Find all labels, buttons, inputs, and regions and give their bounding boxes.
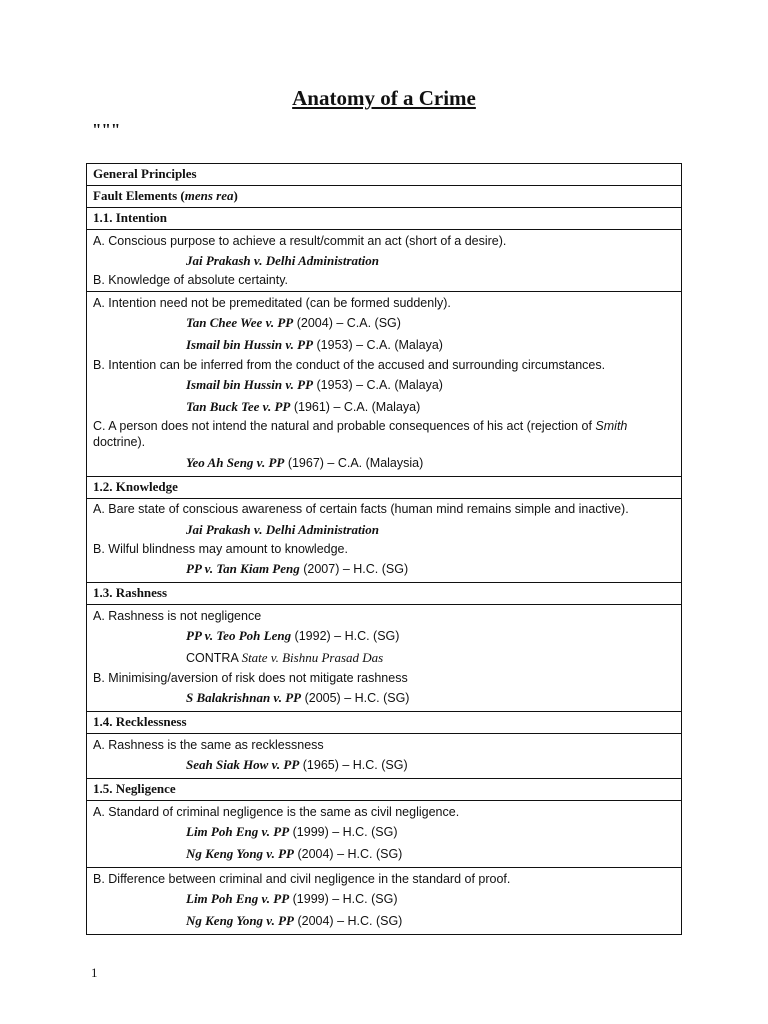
recklessness-block <box>87 734 682 779</box>
table-row <box>87 583 682 605</box>
principle-text: doctrine). <box>93 435 146 449</box>
case-name: Tan Chee Wee v. PP <box>186 315 294 330</box>
contra-citation <box>93 647 675 669</box>
principle-line: A. Conscious purpose to achieve a result/commit an act (short of a desire). <box>93 234 507 248</box>
principle-text: C. A person does not intend the natural and probable consequences of his act (rejection of <box>93 419 596 433</box>
case-citation <box>93 821 675 843</box>
case-name: Jai Prakash v. Delhi Administration <box>186 253 379 268</box>
principles-table <box>86 163 682 935</box>
smith-doctrine-text: Smith <box>595 419 628 433</box>
knowledge-block <box>87 499 682 583</box>
case-name: Ismail bin Hussin v. PP <box>186 337 314 352</box>
principle-line: B. Minimising/aversion of risk does not mitigate rashness <box>93 671 408 685</box>
document-title: Anatomy of a Crime <box>292 86 476 110</box>
mens-rea-text: mens rea <box>184 188 234 203</box>
case-citation <box>93 519 675 540</box>
case-name: State v. Bishnu Prasad Das <box>241 650 384 665</box>
case-name: PP v. Teo Poh Leng <box>186 628 292 643</box>
table-row <box>87 868 682 935</box>
table-row <box>87 712 682 734</box>
case-citation <box>93 374 675 396</box>
table-row <box>87 801 682 868</box>
case-citation <box>93 558 675 580</box>
case-name: Lim Poh Eng v. PP <box>186 891 290 906</box>
case-reference: (1953) – C.A. (Malaya) <box>313 378 443 392</box>
page-number: 1 <box>91 965 98 980</box>
table-row <box>87 477 682 499</box>
table-row <box>87 605 682 712</box>
table-row <box>87 186 682 208</box>
case-name: Tan Buck Tee v. PP <box>186 399 291 414</box>
case-name: Ng Keng Yong v. PP <box>186 846 294 861</box>
principle-line: B. Wilful blindness may amount to knowledge. <box>93 542 348 556</box>
negligence-block-1 <box>87 801 682 868</box>
table-row <box>87 779 682 801</box>
principle-line: A. Bare state of conscious awareness of certain facts (human mind remains simple and inactive). <box>93 502 629 516</box>
case-name: Yeo Ah Seng v. PP <box>186 455 285 470</box>
case-name: PP v. Tan Kiam Peng <box>186 561 300 576</box>
case-citation <box>93 334 675 356</box>
case-reference: (1999) – H.C. (SG) <box>289 892 398 906</box>
contra-label: CONTRA <box>186 651 242 665</box>
table-row <box>87 292 682 477</box>
case-reference: (1961) – C.A. (Malaya) <box>290 400 421 414</box>
negligence-heading: 1.5. Negligence <box>87 779 682 801</box>
principle-line: A. Intention need not be premeditated (can be formed suddenly). <box>93 296 451 310</box>
intention-heading: 1.1. Intention <box>87 208 682 230</box>
case-reference: (1967) – C.A. (Malaysia) <box>284 456 424 470</box>
table-row <box>87 164 682 186</box>
intention-block-1 <box>87 230 682 292</box>
case-reference: (1999) – H.C. (SG) <box>289 825 398 839</box>
recklessness-heading: 1.4. Recklessness <box>87 712 682 734</box>
case-reference: (2004) – H.C. (SG) <box>293 914 403 928</box>
case-reference: (2007) – H.C. (SG) <box>299 562 409 576</box>
fault-suffix: ) <box>233 188 238 203</box>
principle-line: B. Knowledge of absolute certainty. <box>93 273 289 287</box>
case-citation <box>93 888 675 910</box>
principle-line: B. Intention can be inferred from the conduct of the accused and surrounding circumstances. <box>93 358 606 372</box>
case-name: Ismail bin Hussin v. PP <box>186 377 314 392</box>
case-citation <box>93 625 675 647</box>
fault-prefix: Fault Elements ( <box>93 188 185 203</box>
case-reference: (1953) – C.A. (Malaya) <box>313 338 443 352</box>
case-citation <box>93 250 675 271</box>
case-citation <box>93 754 675 776</box>
case-reference: (2005) – H.C. (SG) <box>301 691 410 705</box>
table-row <box>87 499 682 583</box>
case-reference: (2004) – H.C. (SG) <box>293 847 403 861</box>
rashness-block <box>87 605 682 712</box>
case-citation <box>93 843 675 865</box>
case-citation <box>93 452 675 474</box>
table-row <box>87 208 682 230</box>
principle-line <box>93 418 675 450</box>
case-reference: (1965) – H.C. (SG) <box>299 758 408 772</box>
principle-line: A. Rashness is not negligence <box>93 609 262 623</box>
table-row <box>87 230 682 292</box>
intention-block-2 <box>87 292 682 477</box>
case-name: Seah Siak How v. PP <box>186 757 300 772</box>
rashness-heading: 1.3. Rashness <box>87 583 682 605</box>
case-reference: (1992) – H.C. (SG) <box>291 629 400 643</box>
negligence-block-2 <box>87 868 682 935</box>
case-name: Lim Poh Eng v. PP <box>186 824 290 839</box>
fault-elements-heading <box>87 186 682 208</box>
case-reference: (2004) – C.A. (SG) <box>293 316 401 330</box>
knowledge-heading: 1.2. Knowledge <box>87 477 682 499</box>
principle-line: A. Rashness is the same as recklessness <box>93 738 324 752</box>
case-name: S Balakrishnan v. PP <box>186 690 302 705</box>
case-name: Jai Prakash v. Delhi Administration <box>186 522 379 537</box>
case-citation <box>93 910 675 932</box>
table-row <box>87 734 682 779</box>
case-citation <box>93 396 675 418</box>
quote-marker: """ <box>92 120 121 139</box>
case-citation <box>93 312 675 334</box>
principle-line: B. Difference between criminal and civil negligence in the standard of proof. <box>93 872 511 886</box>
case-citation <box>93 687 675 709</box>
general-principles-heading: General Principles <box>87 164 682 186</box>
case-name: Ng Keng Yong v. PP <box>186 913 294 928</box>
principle-line: A. Standard of criminal negligence is the same as civil negligence. <box>93 805 460 819</box>
